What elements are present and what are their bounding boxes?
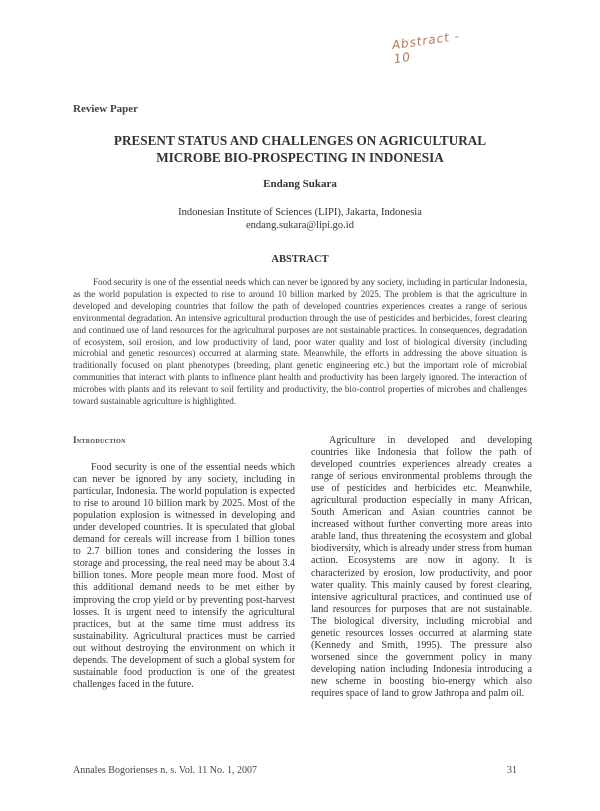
intro-paragraph-2: Agriculture in developed and developing countries like Indonesia that follow the path of developed countries experiences already creates a range of serious environmental problems through the use of pesticides and herbicides etc. Meanwhile, agricultural production especially in many African, South American and Asian countries cannot be increased without further converting more areas into arable land, thus threatening the ecosystem and global biodiversity, which is already under stress from human action. Ecosystems are now in agony. It is characterized by erosion, low productivity, and poor water quality. This mainly caused by forest clearing, intensive agricultural practices, and continued use of land resources for purposes that are not sustainable. The biological diversity, including microbial and genetic resources losses occurred at alarming state (Kennedy and Smith, 1995). The pressure also worsened since the government policy in many developing nation including Indonesia introducing a new scheme in boosting bio-energy which also requires space of land to grow Jathropa and palm oil. — [311, 435, 532, 699]
handwritten-note: Abstract - 10 — [390, 28, 461, 67]
affiliation: Indonesian Institute of Sciences (LIPI), Jakarta, Indonesia — [178, 207, 422, 218]
abstract-text: Food security is one of the essential needs which can never be ignored by any society, including in particular Indonesia, as the world population is expected to rise to around 10 billion marked by 2025. The problem is that the agriculture in developed and developing countries that follow the path of developed countries experiences creates a range of serious environmental degradation. An intensive agricultural production through the use of pesticides and herbicides, forest clearing and continued use of land resources for the agricultural purposes are not sustainable practices. In consequences, degradation of ecosystem, soil erosion, and low productivity of land, poor water quality and lost of biological diversity (including microbial and genetic resources) occurred at alarming state. Meanwhile, the efforts in addressing the above situation is traditionally focused on plant phenotypes (breeding, plant genetic engineering etc.) but the important role of microbial communities that interact with plants to influence plant health and productivity has been largely ignored. The interaction of microbes with plants and its relevant to soil fertility and productivity, the bio-control properties of microbes and challenges toward sustainable agriculture is highlighted. — [73, 277, 527, 407]
author-name: Endang Sukara — [263, 178, 337, 190]
footer-journal: Annales Bogorienses n. s. Vol. 11 No. 1, 2007 — [73, 765, 257, 776]
page-number: 31 — [507, 765, 517, 776]
title-line-2: MICROBE BIO-PROSPECTING IN INDONESIA — [156, 150, 444, 165]
paper-title — [60, 132, 540, 166]
paper-type-label: Review Paper — [73, 103, 139, 115]
affiliation-block — [60, 206, 540, 232]
left-column — [73, 435, 295, 691]
intro-paragraph-1: Food security is one of the essential needs which can never be ignored by any society, including in particular, Indonesia. The world population is expected to rise to around 10 billion mark by 2025. Most of the population explosion is witnessed in developing and under developed countries. It is speculated that global demand for cereals will increase from 1 billion tones to 2.7 billion tones and considering the losses in storage and processing, the real need may be about 3.4 billion tones. More people mean more food. Most of this additional demand needs to be met either by improving the crop yield or by preventing post-harvest losses. It is urgent need to intensify the agricultural practices, but at the same time must address its sustainability. Agricultural practices must be carried out without destroying the environment on which it depends. The development of such a global system for sustainable food production is one of the greatest challenges faced in the future. — [73, 462, 295, 690]
abstract-heading: ABSTRACT — [271, 254, 329, 265]
right-column — [311, 435, 532, 700]
title-line-1: PRESENT STATUS AND CHALLENGES ON AGRICULTURAL — [113, 133, 487, 148]
author-email: endang.sukara@lipi.go.id — [246, 220, 354, 231]
introduction-heading: Introduction — [73, 435, 126, 445]
